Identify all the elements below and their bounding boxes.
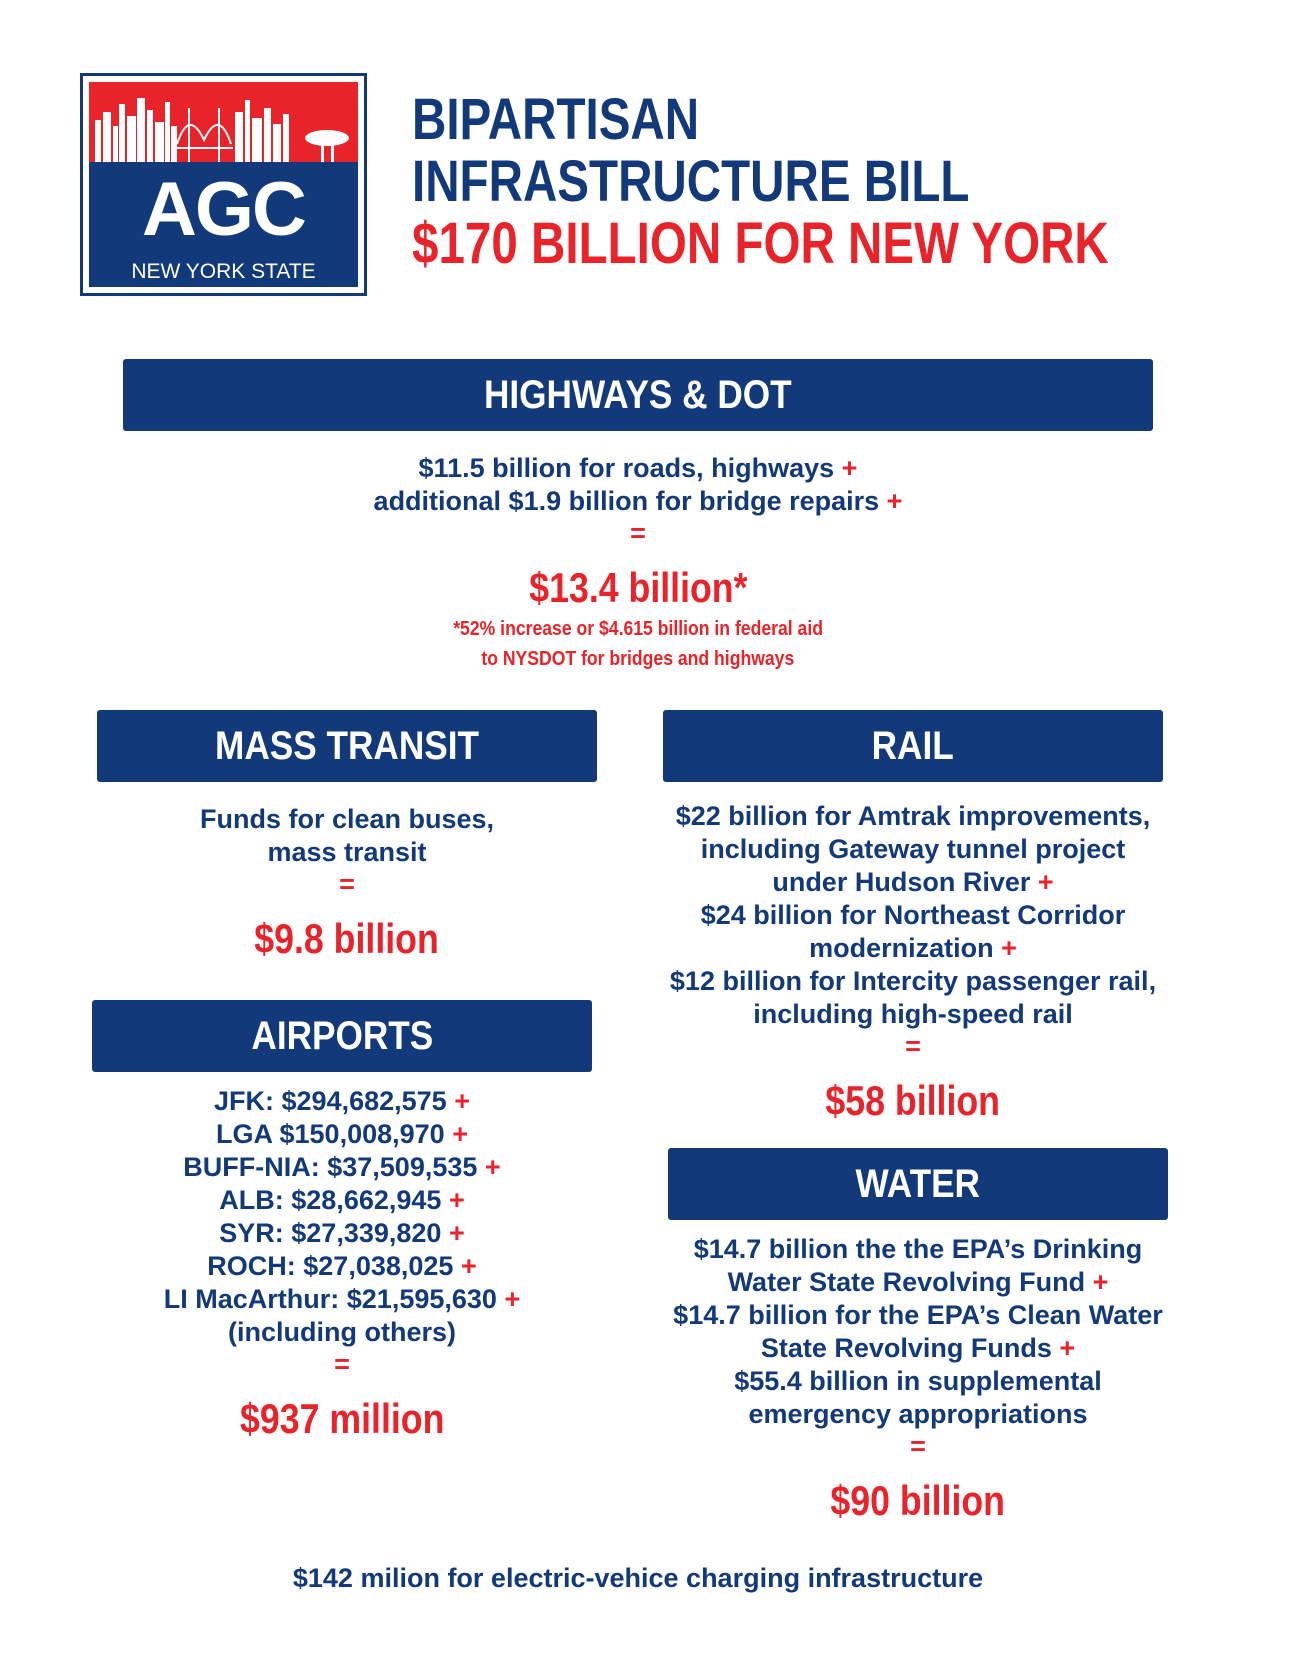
water-line: Water State Revolving Fund +	[727, 1267, 1109, 1297]
page-title-line-2: INFRASTRUCTURE BILL	[412, 149, 970, 214]
water-line: State Revolving Funds +	[760, 1333, 1076, 1363]
water-equals: =	[910, 1431, 926, 1461]
water-line: emergency appropriations	[748, 1399, 1088, 1429]
airport-line: ALB: $28,662,945 +	[219, 1185, 465, 1215]
water-details	[618, 1233, 1218, 1527]
footer-text: $142 milion for electric-vehice charging infrastructure	[292, 1563, 984, 1593]
page-title-line-3: $170 BILLION FOR NEW YORK	[412, 211, 1109, 276]
highways-details	[123, 452, 1153, 674]
mass-transit-total: $9.8 billion	[254, 915, 440, 962]
water-line: $14.7 billion the the EPA’s Drinking	[693, 1234, 1143, 1264]
airport-line: LGA $150,008,970 +	[216, 1119, 468, 1149]
rail-line: $12 billion for Intercity passenger rail,	[669, 966, 1157, 996]
highways-line-2: additional $1.9 billion for bridge repairs +	[373, 486, 903, 516]
airport-line: JFK: $294,682,575 +	[214, 1086, 470, 1116]
water-line: $55.4 billion in supplemental	[734, 1366, 1102, 1396]
highways-equals: =	[630, 518, 646, 548]
rail-line: $22 billion for Amtrak improvements,	[675, 801, 1151, 831]
skyline-icon	[89, 82, 358, 162]
mass-transit-line-2: mass transit	[267, 837, 427, 867]
rail-equals: =	[905, 1031, 921, 1061]
rail-line: including high-speed rail	[753, 999, 1073, 1029]
mass-transit-details	[97, 803, 597, 965]
section-header-rail: RAIL	[663, 710, 1163, 782]
skyline-banner	[89, 82, 358, 162]
highways-footnote-1: *52% increase or $4.615 billion in federal aid	[453, 618, 823, 640]
agc-logo	[80, 73, 367, 296]
mass-transit-line-1: Funds for clean buses,	[199, 804, 495, 834]
section-header-water: WATER	[668, 1148, 1168, 1220]
water-line: $14.7 billion for the EPA’s Clean Water	[673, 1300, 1163, 1330]
mass-transit-equals: =	[339, 869, 355, 899]
logo-panel	[89, 162, 358, 287]
water-total: $90 billion	[830, 1477, 1006, 1524]
rail-line: $24 billion for Northeast Corridor	[700, 900, 1126, 930]
rail-total: $58 billion	[825, 1077, 1001, 1124]
airport-line: LI MacArthur: $21,595,630 +	[163, 1284, 521, 1314]
page-title-line-1: BIPARTISAN	[412, 87, 700, 152]
section-header-highways: HIGHWAYS & DOT	[123, 359, 1153, 431]
footer-note	[123, 1562, 1153, 1595]
highways-line-1: $11.5 billion for roads, highways +	[418, 453, 858, 483]
airports-total: $937 million	[239, 1395, 445, 1442]
section-header-airports: AIRPORTS	[92, 1000, 592, 1072]
airport-line: BUFF-NIA: $37,509,535 +	[183, 1152, 501, 1182]
highways-footnote-2: to NYSDOT for bridges and highways	[481, 648, 795, 670]
logo-subtitle: NEW YORK STATE	[131, 260, 316, 283]
logo-wordmark: AGC	[142, 167, 305, 252]
highways-total: $13.4 billion*	[528, 564, 748, 611]
rail-line: under Hudson River +	[772, 867, 1054, 897]
airports-equals: =	[334, 1349, 350, 1379]
airport-line: ROCH: $27,038,025 +	[207, 1251, 477, 1281]
rail-details	[613, 800, 1213, 1127]
airport-line: SYR: $27,339,820 +	[219, 1218, 465, 1248]
rail-line: modernization +	[809, 933, 1017, 963]
rail-line: including Gateway tunnel project	[700, 834, 1126, 864]
airport-line: (including others)	[228, 1317, 456, 1347]
airports-details	[92, 1085, 592, 1445]
section-header-mass-transit: MASS TRANSIT	[97, 710, 597, 782]
